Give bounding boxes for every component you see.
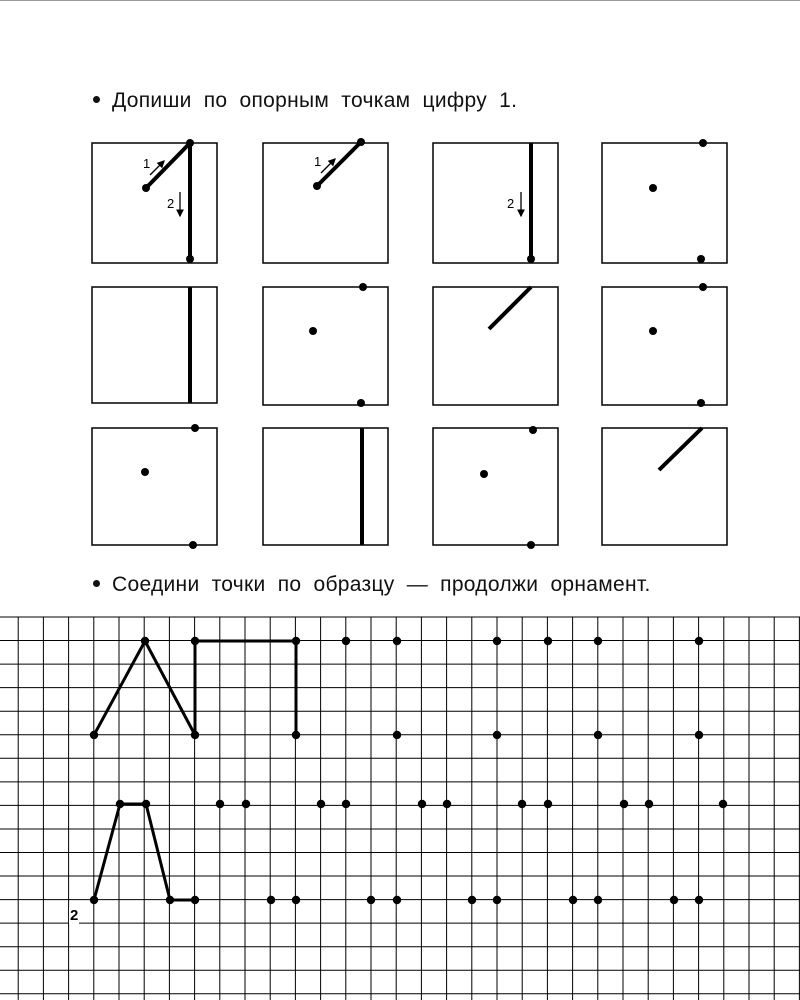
ornament-dot[interactable] [191, 731, 199, 739]
reference-dot [313, 182, 321, 190]
diagonal-stroke [489, 287, 531, 329]
trace-cell[interactable] [263, 283, 388, 407]
arrow-label-1: 1 [143, 156, 151, 171]
trace-cell[interactable] [433, 426, 558, 549]
reference-dot [527, 255, 535, 263]
bullet-icon [93, 580, 100, 587]
reference-dot [357, 399, 365, 407]
ornament-dot[interactable] [620, 800, 628, 808]
ornament-dot[interactable] [393, 637, 401, 645]
ornament-dot[interactable] [544, 637, 552, 645]
trace-cell[interactable] [92, 287, 217, 403]
ornament-dot[interactable] [493, 637, 501, 645]
ornament-dot[interactable] [142, 800, 150, 808]
ornament-dot[interactable] [418, 800, 426, 808]
reference-dot [359, 283, 367, 291]
instruction-trace-text: Допиши по опорным точкам цифру 1. [112, 89, 518, 112]
page-number: 2 [70, 907, 79, 924]
ornament-dot[interactable] [670, 896, 678, 904]
ornament-dot[interactable] [367, 896, 375, 904]
diagonal-stroke [659, 428, 702, 470]
ornament-dot[interactable] [719, 800, 727, 808]
trace-cell[interactable] [602, 139, 727, 263]
ornament-dot[interactable] [594, 731, 602, 739]
ornament-dot[interactable] [141, 637, 149, 645]
arrow-label-2: 2 [507, 196, 515, 211]
reference-dot [697, 255, 705, 263]
reference-dot [697, 399, 705, 407]
ornament-dot[interactable] [493, 896, 501, 904]
reference-dot [699, 283, 707, 291]
trace-cell[interactable] [602, 283, 727, 407]
ornament-dot[interactable] [594, 637, 602, 645]
ornament-dot[interactable] [544, 800, 552, 808]
ornament-dot[interactable] [267, 896, 275, 904]
arrow-label-2: 2 [167, 196, 175, 211]
trace-cell[interactable] [433, 287, 558, 405]
reference-dot [309, 327, 317, 335]
reference-dot [649, 327, 657, 335]
trace-cell[interactable] [92, 424, 217, 549]
reference-dot [142, 184, 150, 192]
ornament-dot[interactable] [317, 800, 325, 808]
arrow-label-1: 1 [314, 154, 322, 169]
instruction-ornament-text: Соедини точки по образцу — продолжи орнамент. [112, 573, 651, 596]
ornament-dot[interactable] [342, 637, 350, 645]
ornament-dot[interactable] [191, 637, 199, 645]
ornament-dot[interactable] [342, 800, 350, 808]
reference-dot [186, 255, 194, 263]
ornament-dot[interactable] [90, 896, 98, 904]
instruction-ornament [93, 573, 651, 597]
ornament-dot[interactable] [292, 896, 300, 904]
reference-dot [141, 468, 149, 476]
ornament-dot[interactable] [393, 896, 401, 904]
reference-dot [699, 139, 707, 147]
ornament-dot[interactable] [191, 896, 199, 904]
trace-cell[interactable] [433, 143, 558, 263]
reference-dot [189, 541, 197, 549]
trace-cell[interactable] [263, 138, 388, 263]
ornament-dot[interactable] [216, 800, 224, 808]
ornament-dot[interactable] [695, 637, 703, 645]
diagonal-stroke [317, 142, 361, 186]
ornament-dot[interactable] [242, 800, 250, 808]
ornament-dot[interactable] [468, 896, 476, 904]
reference-dot [357, 138, 365, 146]
tracing-grid [92, 138, 727, 549]
ornament-dot[interactable] [443, 800, 451, 808]
diagonal-stroke [146, 143, 190, 188]
ornament-dot[interactable] [645, 800, 653, 808]
ornament-dot[interactable] [594, 896, 602, 904]
reference-dot [191, 424, 199, 432]
trace-cell[interactable] [602, 428, 727, 545]
ornament-dot[interactable] [292, 637, 300, 645]
ornament-dot[interactable] [393, 731, 401, 739]
reference-dot [527, 541, 535, 549]
ornament-dot[interactable] [90, 731, 98, 739]
ornament-dot[interactable] [569, 896, 577, 904]
reference-dot [480, 470, 488, 478]
ornament-dot[interactable] [116, 800, 124, 808]
ornament-dot[interactable] [695, 731, 703, 739]
ornament-dot[interactable] [518, 800, 526, 808]
trace-cell-sample[interactable] [92, 139, 217, 263]
reference-dot [186, 139, 194, 147]
ornament-dot[interactable] [166, 896, 174, 904]
ornament-dot[interactable] [695, 896, 703, 904]
reference-dot [649, 184, 657, 192]
ornament-dot[interactable] [493, 731, 501, 739]
reference-dot [529, 426, 537, 434]
ornament-dot[interactable] [292, 731, 300, 739]
trace-cell[interactable] [263, 428, 388, 545]
